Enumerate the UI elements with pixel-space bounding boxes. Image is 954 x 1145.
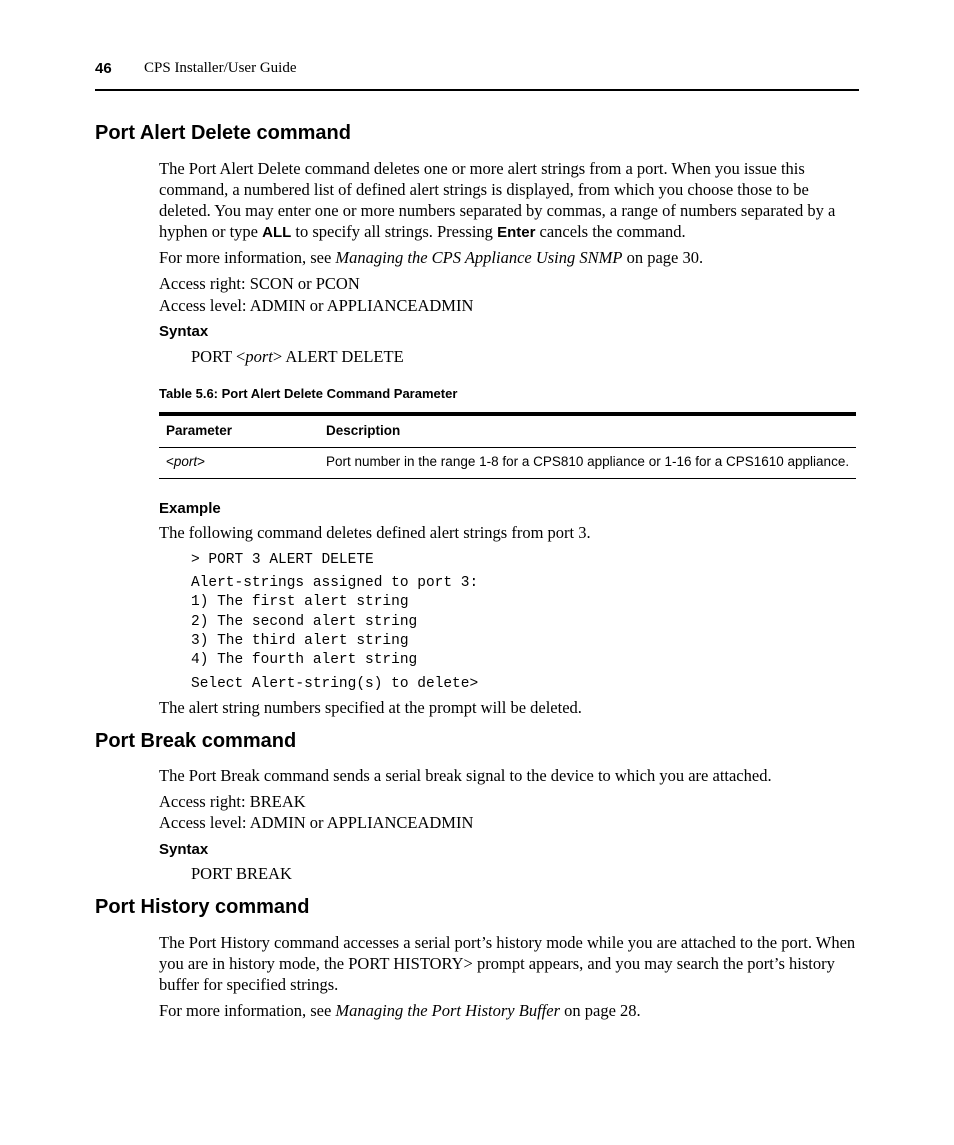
- paragraph-more-info-history: [159, 1001, 641, 1021]
- syntax-line: [191, 347, 404, 367]
- code-line: 2) The second alert string: [191, 614, 418, 630]
- access-right: Access right: BREAK: [159, 792, 306, 811]
- text-run: For more information, see: [159, 248, 336, 267]
- section-heading-port-alert-delete: Port Alert Delete command: [95, 122, 351, 144]
- code-line: Select Alert-string(s) to delete>: [191, 676, 479, 692]
- paragraph-port-history-description: The Port History command accesses a serial port’s history mode while you are attached to the port. When you are in history mode, the PORT HISTORY> prompt appears, and you may search the port’s history buffer for specified strings.: [159, 933, 856, 994]
- text-run: cancels the command.: [535, 222, 686, 241]
- access-level: Access level: ADMIN or APPLIANCEADMIN: [159, 296, 474, 315]
- section-heading-port-history: Port History command: [95, 896, 310, 918]
- keyword-enter: Enter: [497, 224, 536, 241]
- code-line: Alert-strings assigned to port 3:: [191, 575, 479, 591]
- text-run: to specify all strings. Pressing: [291, 222, 498, 241]
- cross-reference-snmp[interactable]: Managing the CPS Appliance Using SNMP: [335, 248, 623, 267]
- text-run: <: [166, 454, 174, 469]
- code-line: 4) The fourth alert string: [191, 652, 418, 668]
- code-line: 3) The third alert string: [191, 633, 409, 649]
- paragraph-port-break-description: The Port Break command sends a serial break signal to the device to which you are attached.: [159, 766, 772, 785]
- section-heading-port-break: Port Break command: [95, 730, 297, 752]
- header-divider: [95, 89, 859, 91]
- paragraph-alert-delete-description: [159, 158, 859, 243]
- text-run: The Port Alert Delete command deletes one or more alert strings from a port. When you issue this command, a numbered list of defined alert strings is displayed, from which you choose those to be deleted. You may enter one or more numbers separated by commas, a range of numbers separated by a hyphen or type: [159, 159, 836, 241]
- text-run: on page 28.: [560, 1001, 641, 1020]
- code-line: 1) The first alert string: [191, 594, 409, 610]
- keyword-all: ALL: [262, 224, 292, 241]
- syntax-line: PORT BREAK: [191, 864, 292, 883]
- example-label: Example: [159, 500, 221, 517]
- syntax-label: Syntax: [159, 841, 209, 858]
- table-top-rule: [159, 412, 856, 416]
- table-header-rule: [159, 447, 856, 448]
- running-header-title: CPS Installer/User Guide: [144, 60, 297, 76]
- table-header-description: Description: [326, 423, 401, 438]
- paragraph-more-info-snmp: [159, 248, 703, 268]
- text-run: >: [197, 454, 206, 469]
- table-caption: Table 5.6: Port Alert Delete Command Parameter: [159, 386, 458, 401]
- table-header-parameter: Parameter: [166, 423, 233, 438]
- text-run: > ALERT DELETE: [272, 347, 404, 366]
- text-run: on page 30.: [622, 248, 704, 267]
- text-run: For more information, see: [159, 1001, 336, 1020]
- example-intro: The following command deletes defined alert strings from port 3.: [159, 523, 591, 542]
- page-number: 46: [95, 60, 112, 77]
- access-right: Access right: SCON or PCON: [159, 274, 360, 293]
- table-bottom-rule: [159, 478, 856, 479]
- access-level: Access level: ADMIN or APPLIANCEADMIN: [159, 813, 474, 832]
- syntax-label: Syntax: [159, 323, 209, 340]
- table-param-name: port: [173, 454, 198, 469]
- code-line: > PORT 3 ALERT DELETE: [191, 552, 374, 568]
- table-cell-description: Port number in the range 1-8 for a CPS810 appliance or 1-16 for a CPS1610 appliance.: [326, 454, 850, 469]
- after-code-text: The alert string numbers specified at the prompt will be deleted.: [159, 698, 582, 717]
- syntax-param: port: [245, 347, 273, 366]
- table-cell-parameter: [166, 454, 205, 469]
- text-run: PORT <: [191, 347, 246, 366]
- cross-reference-history-buffer[interactable]: Managing the Port History Buffer: [335, 1001, 560, 1020]
